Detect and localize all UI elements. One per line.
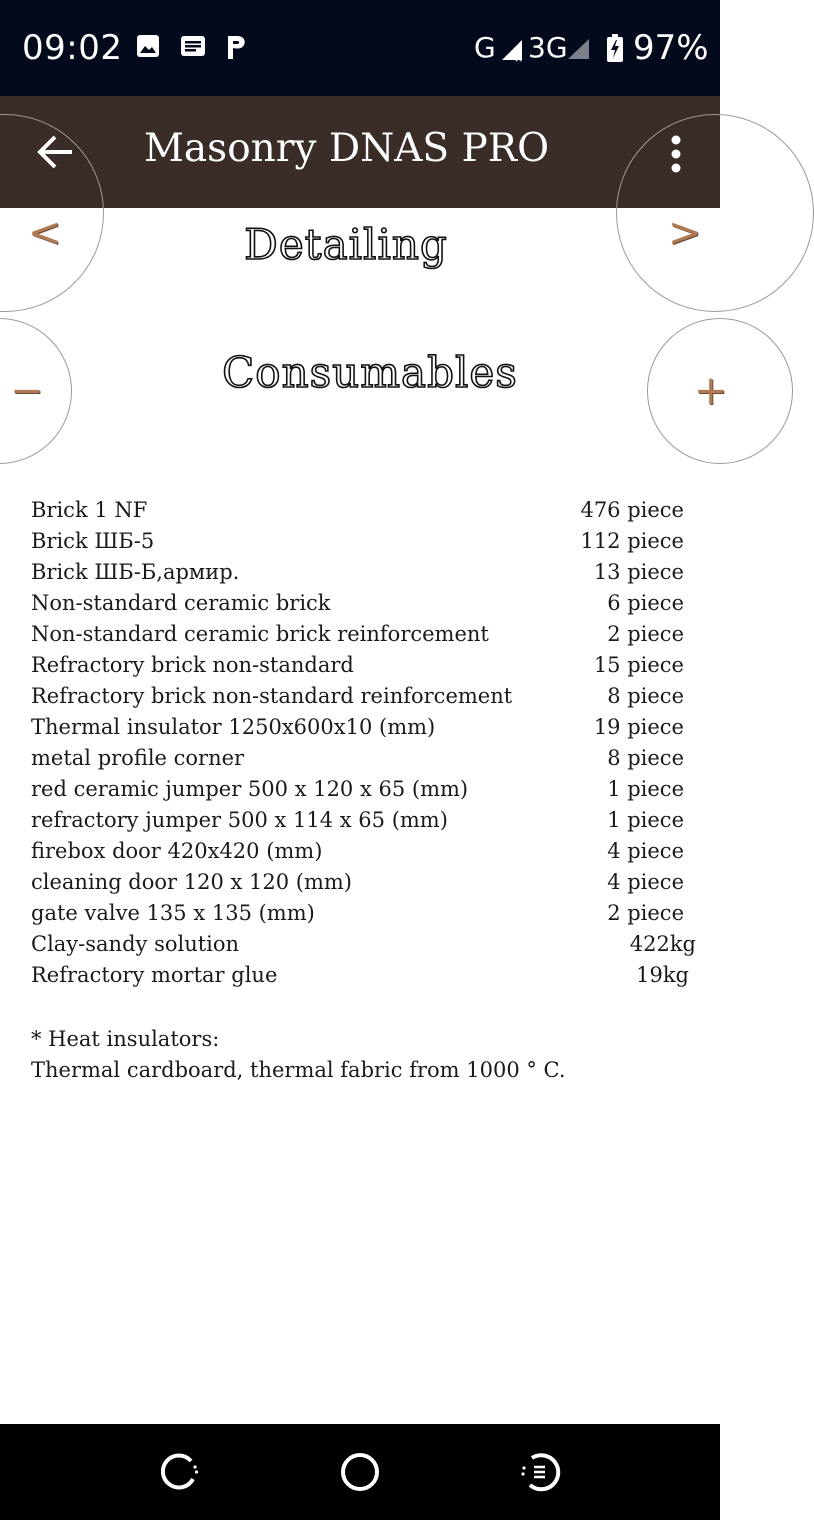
prev-arrow-label: < <box>28 210 62 256</box>
heat-insulators-note <box>31 1024 566 1086</box>
item-name: Clay-sandy solution <box>31 932 240 956</box>
parking-icon <box>224 34 248 60</box>
item-name: Brick ШБ-5 <box>31 529 155 553</box>
item-quantity: 1 piece <box>607 808 684 832</box>
recents-icon <box>158 1451 200 1493</box>
list-item <box>31 837 696 868</box>
list-item <box>31 527 696 558</box>
image-icon <box>136 34 160 58</box>
system-nav-bar <box>0 1424 720 1520</box>
item-name: refractory jumper 500 x 114 x 65 (mm) <box>31 808 448 832</box>
item-quantity: 1 piece <box>607 777 684 801</box>
item-quantity: 2 piece <box>607 622 684 646</box>
svg-text:×: × <box>514 52 524 65</box>
home-icon <box>339 1451 381 1493</box>
item-name: cleaning door 120 x 120 (mm) <box>31 870 352 894</box>
note-line-2: Thermal cardboard, thermal fabric from 1000 ° C. <box>31 1058 566 1082</box>
item-quantity: 476 piece <box>580 498 684 522</box>
note-line-1: * Heat insulators: <box>31 1027 220 1051</box>
list-item <box>31 589 696 620</box>
back-nav-button[interactable] <box>518 1451 560 1493</box>
signal-icon <box>567 38 591 60</box>
item-quantity: 19kg <box>636 963 689 987</box>
recents-button[interactable] <box>158 1451 200 1493</box>
consumables-list <box>31 496 696 992</box>
list-item <box>31 930 696 961</box>
app-title: Masonry DNAS PRO <box>144 126 550 171</box>
app-bar <box>0 96 720 208</box>
list-item <box>31 620 696 651</box>
item-name: Refractory brick non-standard reinforcement <box>31 684 513 708</box>
item-quantity: 15 piece <box>593 653 684 677</box>
item-name: metal profile corner <box>31 746 245 770</box>
home-button[interactable] <box>339 1451 381 1493</box>
item-quantity: 6 piece <box>607 591 684 615</box>
item-quantity: 4 piece <box>607 870 684 894</box>
next-arrow-label: > <box>668 210 702 256</box>
item-name: Non-standard ceramic brick reinforcement <box>31 622 489 646</box>
battery-charging-icon <box>607 34 623 62</box>
list-item <box>31 496 696 527</box>
item-name: gate valve 135 x 135 (mm) <box>31 901 315 925</box>
item-quantity: 19 piece <box>593 715 684 739</box>
list-item <box>31 806 696 837</box>
list-item <box>31 651 696 682</box>
list-item <box>31 682 696 713</box>
next-button[interactable] <box>616 114 814 312</box>
section-title: Detailing <box>244 220 448 269</box>
item-name: Thermal insulator 1250x600x10 (mm) <box>31 715 436 739</box>
item-quantity: 8 piece <box>607 684 684 708</box>
item-name: Refractory mortar glue <box>31 963 278 987</box>
item-name: Refractory brick non-standard <box>31 653 354 677</box>
item-quantity: 422kg <box>629 932 696 956</box>
item-quantity: 4 piece <box>607 839 684 863</box>
item-quantity: 13 piece <box>593 560 684 584</box>
item-name: Brick ШБ-Б,армир. <box>31 560 240 584</box>
list-item <box>31 744 696 775</box>
item-quantity: 112 piece <box>580 529 684 553</box>
list-item <box>31 899 696 930</box>
battery-level: 97% <box>633 28 709 68</box>
news-icon <box>180 34 206 58</box>
list-item <box>31 558 696 589</box>
back-nav-icon <box>518 1451 560 1493</box>
list-item <box>31 713 696 744</box>
minus-label: − <box>10 368 44 414</box>
subsection-title: Consumables <box>222 348 518 397</box>
item-quantity: 2 piece <box>607 901 684 925</box>
item-quantity: 8 piece <box>607 746 684 770</box>
item-name: red ceramic jumper 500 x 120 x 65 (mm) <box>31 777 469 801</box>
status-time: 09:02 <box>22 28 123 68</box>
list-item <box>31 961 696 992</box>
list-item <box>31 868 696 899</box>
network-type-1: G <box>474 31 496 64</box>
network-type-2: 3G <box>528 31 568 64</box>
item-name: firebox door 420x420 (mm) <box>31 839 323 863</box>
item-name: Non-standard ceramic brick <box>31 591 331 615</box>
content-area <box>0 208 728 1424</box>
item-name: Brick 1 NF <box>31 498 148 522</box>
signal-icon <box>500 38 526 65</box>
plus-label: + <box>694 368 728 414</box>
status-bar <box>0 0 720 96</box>
list-item <box>31 775 696 806</box>
